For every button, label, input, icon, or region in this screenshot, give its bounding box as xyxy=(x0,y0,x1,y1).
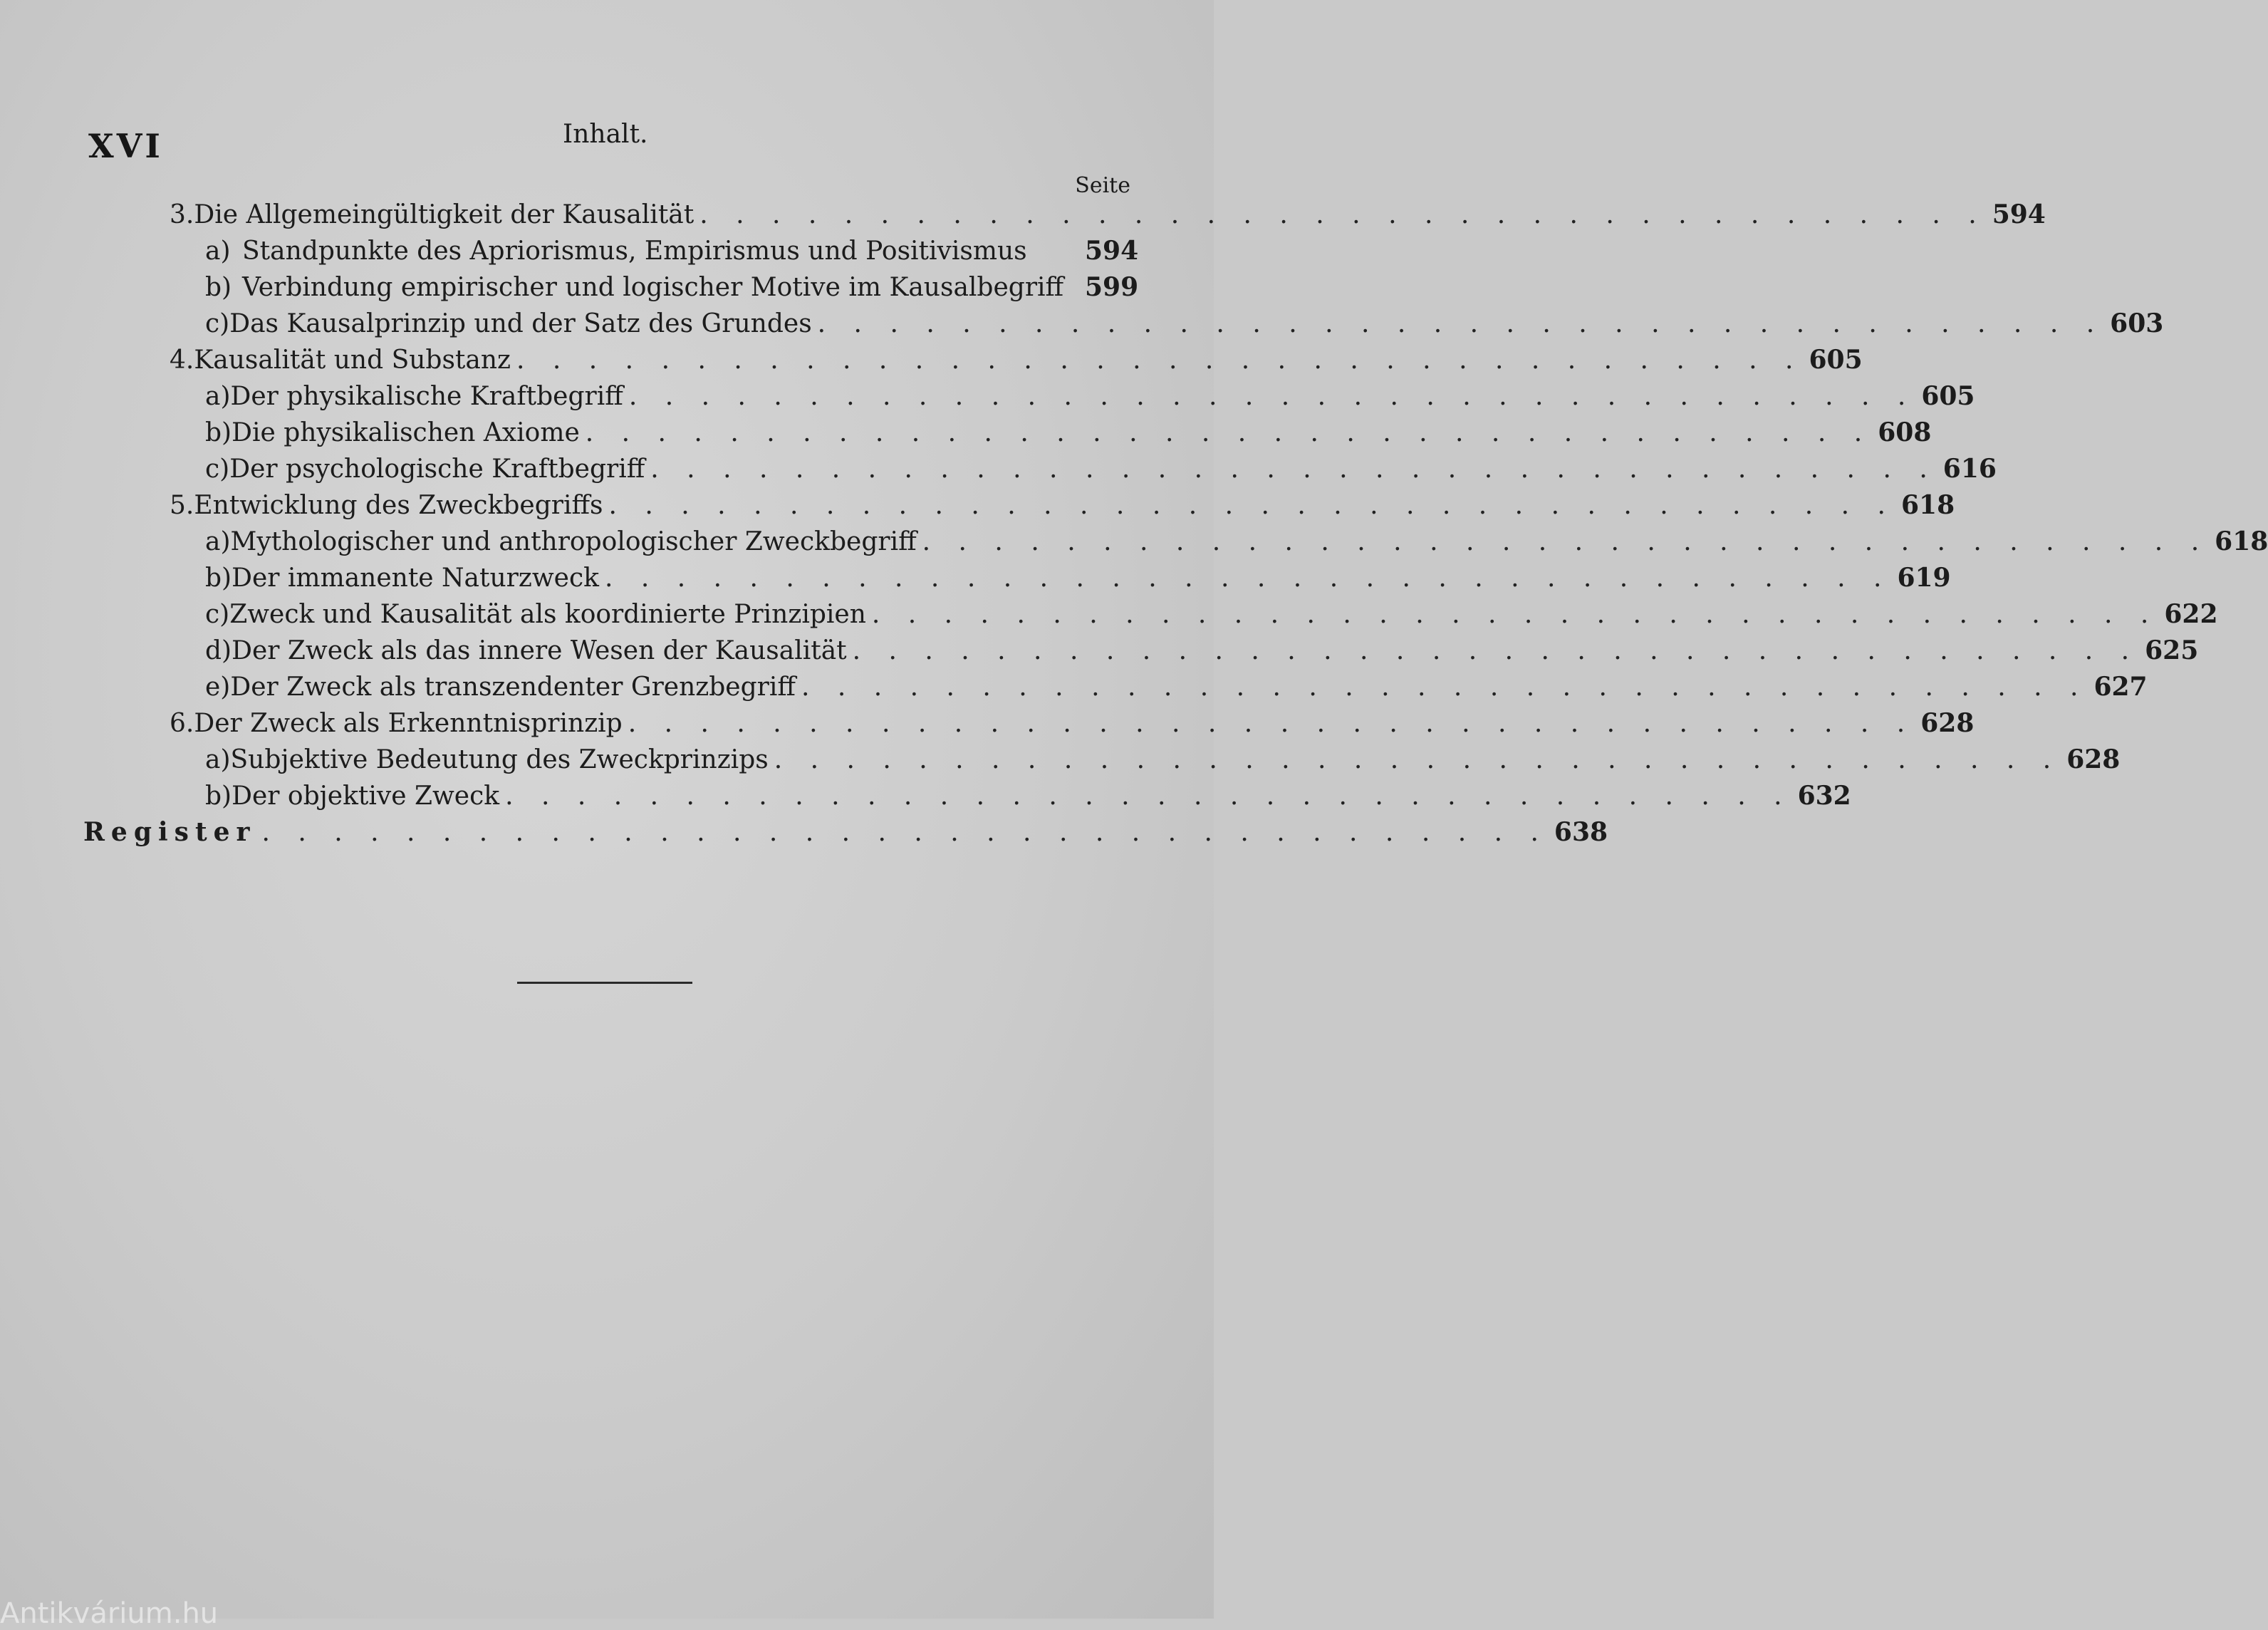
dot-leader: . . . . . . . . . . . . . . . . . . . . . . . . . . . . . . . . . . . . xyxy=(650,455,1937,484)
toc-entry-number: 5. xyxy=(170,491,194,520)
toc-entry xyxy=(205,417,1932,453)
toc-entry-page: 594 xyxy=(1085,236,1139,266)
toc-entry xyxy=(205,381,1975,417)
toc-entry xyxy=(205,272,1139,308)
dot-leader: . . . . . . . . . . . . . . . . . . . . . . . . . . . . . . . . . . . . xyxy=(774,745,2061,774)
toc-entry-page: 627 xyxy=(2093,672,2148,702)
toc-entry-title: Mythologischer und anthropologischer Zweckbegriff xyxy=(230,527,917,556)
toc-entry-number: a) xyxy=(205,382,231,411)
toc-entry-number: c) xyxy=(205,600,230,629)
toc-entry-page: 618 xyxy=(1901,490,1955,520)
toc-entry-page: 622 xyxy=(2164,599,2218,629)
page-column-label: Seite xyxy=(1075,173,1130,198)
toc-entry-title: Register xyxy=(83,817,256,847)
toc-entry xyxy=(170,199,2046,235)
toc-entry xyxy=(170,490,1955,526)
toc-entry-number: a) xyxy=(205,237,231,266)
dot-leader: . . . . . . . . . . . . . . . . . . . . . . . . . . . . . . . . . . . . xyxy=(608,491,1895,520)
toc-entry-number: d) xyxy=(205,636,232,665)
toc-entry xyxy=(205,454,1997,489)
toc-entry-number: e) xyxy=(205,673,231,702)
toc-entry-title: Der physikalische Kraftbegriff xyxy=(230,382,623,411)
toc-entry xyxy=(205,526,2268,562)
section-divider-rule xyxy=(517,982,692,984)
toc-entry-title: Die physikalischen Axiome xyxy=(232,418,580,447)
toc-entry-register xyxy=(83,817,1608,853)
dot-leader: . . . . . . . . . . . . . . . . . . . . . . . . . . . . . . . . . . . . xyxy=(261,818,1549,847)
dot-leader: . . . . . . . . . . . . . . . . . . . . . . . . . . . . . . . . . . . . xyxy=(628,709,1915,738)
toc-entry xyxy=(205,308,2164,344)
toc-entry-number: b) xyxy=(205,273,232,302)
toc-entry-number: 4. xyxy=(170,346,194,375)
toc-entry-number: c) xyxy=(205,309,230,338)
toc-entry-page: 618 xyxy=(2215,526,2268,556)
dot-leader: . . . . . . . . . . . . . . . . . . . . . . . . . . . . . . . . . . . . xyxy=(628,382,1916,411)
toc-entry-title: Der Zweck als Erkenntnisprinzip xyxy=(194,709,623,738)
toc-entry xyxy=(205,599,2218,635)
toc-entry-page: 594 xyxy=(1992,199,2046,229)
toc-entry-title: Der immanente Naturzweck xyxy=(232,564,599,593)
toc-entry-title: Entwicklung des Zweckbegriffs xyxy=(194,491,603,520)
toc-entry xyxy=(170,345,1863,380)
toc-entry-page: 619 xyxy=(1897,563,1951,593)
toc-entry xyxy=(205,635,2199,671)
page-number: XVI xyxy=(88,127,163,165)
toc-entry-number: a) xyxy=(205,745,231,774)
toc-entry xyxy=(205,744,2121,780)
toc-entry-number: b) xyxy=(205,782,232,811)
dot-leader: . . . . . . . . . . . . . . . . . . . . . . . . . . . . . . . . . . . . xyxy=(817,309,2105,338)
dot-leader: . . . . . . . . . . . . . . . . . . . . . . . . . . . . . . . . . . . . xyxy=(516,346,1804,375)
toc-entry-title: Der objektive Zweck xyxy=(232,782,500,811)
running-head: Inhalt. xyxy=(563,120,648,149)
toc-entry-number: b) xyxy=(205,418,232,447)
dot-leader: . . . . . . . . . . . . . . . . . . . . . . . . . . . . . . . . . . . . xyxy=(871,600,2159,629)
toc-entry-page: 603 xyxy=(2110,308,2164,338)
toc-entry-number: a) xyxy=(205,527,231,556)
toc-entry-page: 599 xyxy=(1085,272,1139,302)
toc-entry-title: Das Kausalprinzip und der Satz des Grundes xyxy=(229,309,812,338)
toc-entry-page: 628 xyxy=(1920,708,1975,738)
toc-entry xyxy=(205,672,2148,707)
dot-leader: . . . . . . . . . . . . . . . . . . . . . . . . . . . . . . . . . . . . xyxy=(801,673,2088,702)
toc-entry-page: 605 xyxy=(1809,345,1863,375)
toc-entry-page: 608 xyxy=(1878,417,1932,447)
dot-leader: . . . . . . . . . . . . . . . . . . . . . . . . . . . . . . . . . . . . xyxy=(505,782,1792,811)
toc-entry-title: Subjektive Bedeutung des Zweckprinzips xyxy=(230,745,769,774)
watermark: Antikvárium.hu xyxy=(0,1597,219,1630)
dot-leader: . . . . . . . . . . . . . . . . . . . . . . . . . . . . . . . . . . . . xyxy=(585,418,1873,447)
toc-entry xyxy=(205,563,1951,598)
toc-entry-title: Der psychologische Kraftbegriff xyxy=(229,455,645,484)
toc-entry-number: 3. xyxy=(170,200,194,229)
toc-entry-page: 605 xyxy=(1921,381,1975,411)
dot-leader: . . . . . . . . . . . . . . . . . . . . . . . . . . . . . . . . . . . . xyxy=(604,564,1892,593)
toc-entry-page: 628 xyxy=(2066,744,2121,774)
dot-leader: . . . . . . . . . . . . . . . . . . . . . . . . . . . . . . . . . . . . xyxy=(922,527,2210,556)
toc-entry-title: Der Zweck als das innere Wesen der Kausalität xyxy=(232,636,847,665)
toc-entry-title: Zweck und Kausalität als koordinierte Prinzipien xyxy=(229,600,866,629)
toc-entry-number: c) xyxy=(205,455,230,484)
toc-entry-page: 625 xyxy=(2145,635,2199,665)
toc-entry xyxy=(205,781,1851,816)
dot-leader: . . . . . . . . . . . . . . . . . . . . . . . . . . . . . . . . . . . . xyxy=(699,200,1987,229)
toc-entry-page: 638 xyxy=(1554,817,1608,847)
toc-entry-number: 6. xyxy=(170,709,194,738)
toc-entry xyxy=(170,708,1975,744)
toc-entry-title: Kausalität und Substanz xyxy=(194,346,511,375)
toc-entry-title: Verbindung empirischer und logischer Motive im Kausalbegriff xyxy=(242,273,1064,302)
toc-entry xyxy=(205,236,1139,271)
toc-entry-title: Standpunkte des Apriorismus, Empirismus und Positivismus xyxy=(242,237,1027,266)
toc-entry-page: 616 xyxy=(1942,454,1997,484)
dot-leader: . . . . . . . . . . . . . . . . . . . . . . . . . . . . . . . . . . . . xyxy=(852,636,2140,665)
toc-entry-page: 632 xyxy=(1797,781,1851,811)
toc-entry-title: Die Allgemeingültigkeit der Kausalität xyxy=(194,200,695,229)
toc-entry-number: b) xyxy=(205,564,232,593)
toc-entry-title: Der Zweck als transzendenter Grenzbegriff xyxy=(230,673,796,702)
